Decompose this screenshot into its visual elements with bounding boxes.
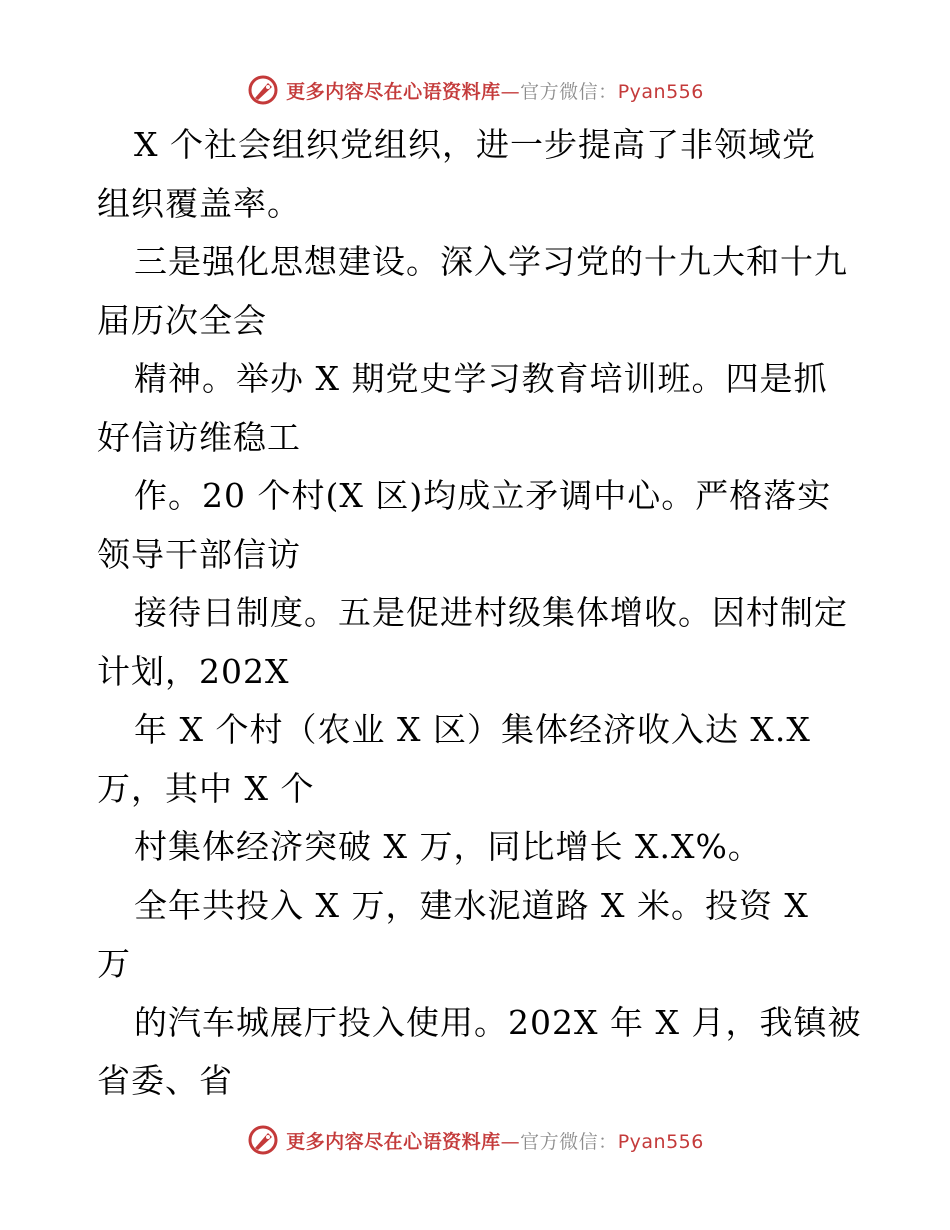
header-banner-main: 更多内容尽在心语资料库 (286, 80, 501, 103)
body-line: 计划，202X (97, 651, 290, 691)
body-line: 届历次全会 (97, 300, 267, 340)
header-banner-text (286, 77, 704, 104)
body-line: 好信访维稳工 (97, 417, 301, 457)
body-line: 省委、省 (97, 1061, 233, 1100)
footer-banner-separator: — (500, 1130, 521, 1153)
body-line: 万，其中 X 个 (97, 768, 315, 808)
body-line: 领导干部信访 (97, 534, 301, 574)
footer-banner-wechat-id: Pyan556 (617, 1130, 704, 1153)
header-banner-wechat-id: Pyan556 (617, 80, 704, 103)
body-line: 全年共投入 X 万，建水泥道路 X 米。投资 X (134, 885, 809, 925)
body-line: 精神。举办 X 期党史学习教育培训班。四是抓 (134, 359, 828, 398)
body-line: X 个社会组织党组织，进一步提高了非领域党 (134, 125, 816, 164)
body-line: 作。20 个村(X 区)均成立矛调中心。严格落实 (134, 476, 832, 515)
header-banner-label: 官方微信： (520, 80, 618, 103)
footer-banner-text (286, 1127, 704, 1154)
footer-banner (0, 1120, 950, 1160)
document-body (97, 116, 862, 1111)
footer-banner-label: 官方微信： (520, 1130, 618, 1153)
pen-nib-logo-icon (246, 1123, 280, 1157)
body-line: 接待日制度。五是促进村级集体增收。因村制定 (134, 593, 848, 632)
header-banner-separator: — (500, 80, 521, 103)
body-line: 组织覆盖率。 (97, 183, 301, 223)
body-line: 村集体经济突破 X 万，同比增长 X.X%。 (134, 827, 762, 866)
body-line: 三是强化思想建设。深入学习党的十九大和十九 (134, 242, 848, 281)
header-banner (0, 70, 950, 110)
pen-nib-logo-icon (246, 73, 280, 107)
body-line: 的汽车城展厅投入使用。202X 年 X 月，我镇被 (134, 1002, 862, 1042)
body-line: 年 X 个村（农业 X 区）集体经济收入达 X.X (134, 710, 811, 749)
body-line: 万 (97, 944, 131, 983)
footer-banner-main: 更多内容尽在心语资料库 (286, 1130, 501, 1153)
